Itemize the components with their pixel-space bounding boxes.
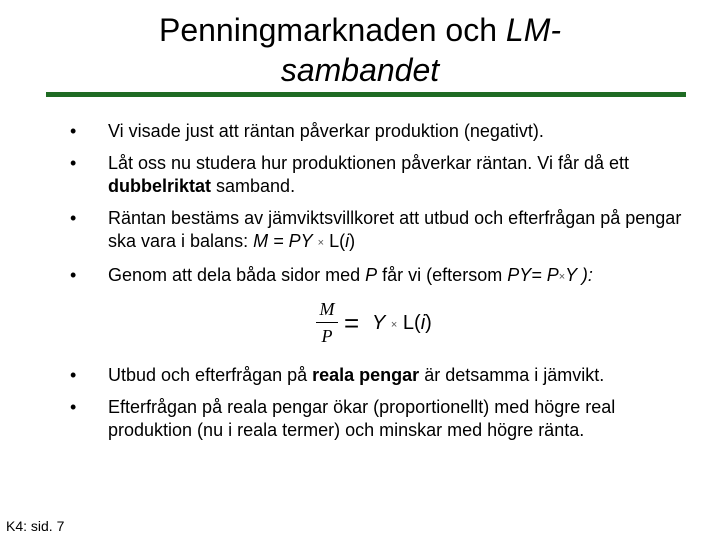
title-sambandet: sambandet xyxy=(280,52,440,88)
formula-y: Y xyxy=(372,312,386,334)
slide-title xyxy=(60,10,660,90)
fraction-bar xyxy=(316,322,338,323)
formula-rhs xyxy=(372,312,432,336)
formula-i: i xyxy=(420,312,426,334)
equation-text: i xyxy=(345,231,350,251)
bullet-1 xyxy=(66,120,686,143)
formula-l: L( xyxy=(402,312,421,334)
bullet-text: får vi (eftersom xyxy=(377,265,508,285)
slide-footer: K4: sid. 7 xyxy=(6,518,65,534)
fraction-m-over-p xyxy=(316,298,338,347)
multiply-symbol: × xyxy=(558,271,566,283)
formula-real-money xyxy=(66,298,686,352)
formula-close: ) xyxy=(425,312,432,334)
bullet-3 xyxy=(66,207,686,255)
bullet-bold: reala pengar xyxy=(312,365,420,385)
equation-text: PY= P xyxy=(507,265,559,285)
equation-text: Y ): xyxy=(565,265,593,285)
equation-text: M = PY xyxy=(253,231,313,251)
bullet-text: Utbud och efterfrågan på xyxy=(108,365,313,385)
bullet-text: Efterfrågan på reala pengar ökar (proportionellt) med högre real produktion (nu i reala termer) och minskar med högre ränta. xyxy=(108,397,616,440)
bullet-dot: • xyxy=(70,121,77,141)
fraction-denominator: P xyxy=(321,326,333,346)
equals-sign: = xyxy=(344,308,360,338)
bullet-dot: • xyxy=(70,265,77,285)
fraction-numerator: M xyxy=(319,299,335,319)
bullet-dot: • xyxy=(70,365,77,385)
multiply-symbol: × xyxy=(390,319,398,331)
bullet-dot: • xyxy=(70,208,77,228)
bullet-text: Låt oss nu studera hur produktionen påverkar räntan. Vi får då ett xyxy=(108,153,629,173)
multiply-symbol: × xyxy=(317,237,325,249)
bullet-text: Vi visade just att räntan påverkar produktion (negativt). xyxy=(108,121,544,141)
bullet-6 xyxy=(66,396,686,442)
bullet-bold: dubbelriktat xyxy=(108,176,212,196)
bullet-dot: • xyxy=(70,397,77,417)
title-line-1 xyxy=(60,10,660,50)
bullet-2 xyxy=(66,152,686,198)
bullet-text: samband. xyxy=(211,176,296,196)
bullet-4 xyxy=(66,264,686,289)
title-text: Penningmarknaden och xyxy=(158,12,506,48)
title-lm: LM- xyxy=(505,12,561,48)
equation-text: P xyxy=(365,265,378,285)
bullet-text: Genom att dela båda sidor med xyxy=(108,265,366,285)
equation-text: L( xyxy=(329,231,346,251)
bullet-5 xyxy=(66,364,686,387)
title-line-2 xyxy=(60,50,660,90)
title-divider xyxy=(46,92,686,97)
bullet-text: Räntan bestäms av jämviktsvillkoret att utbud och efterfrågan på pengar ska vara i balans: xyxy=(108,208,682,251)
bullet-list xyxy=(66,120,686,451)
bullet-text: är detsamma i jämvikt. xyxy=(419,365,605,385)
bullet-dot: • xyxy=(70,153,77,173)
equation-text: ) xyxy=(349,231,356,251)
